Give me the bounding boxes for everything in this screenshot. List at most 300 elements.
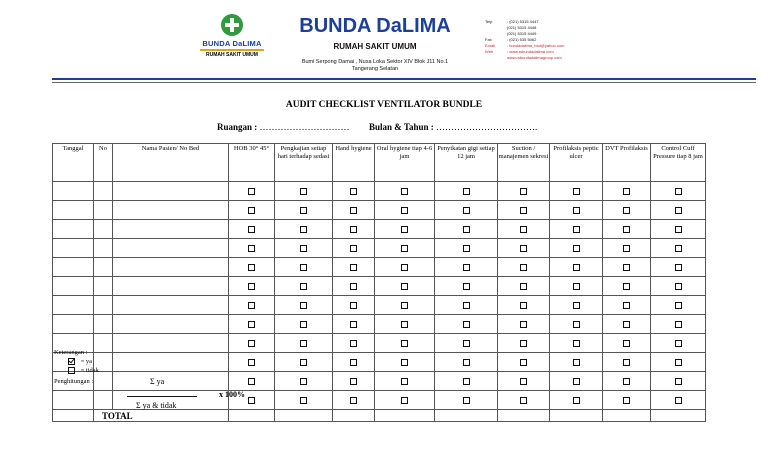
checkbox[interactable] — [300, 302, 307, 309]
formula-multiplier: x 100% — [219, 390, 245, 399]
table-cell — [550, 220, 603, 239]
checkbox[interactable] — [675, 359, 682, 366]
header-hand-hygiene: Hand hygiene — [333, 144, 375, 182]
cross-emblem-icon — [221, 14, 243, 36]
table-cell — [375, 315, 435, 334]
table-cell — [229, 372, 275, 391]
checkbox[interactable] — [675, 283, 682, 290]
table-cell — [550, 372, 603, 391]
checkbox[interactable] — [350, 321, 357, 328]
header-no: No — [94, 144, 113, 182]
table-cell — [498, 277, 550, 296]
checkbox[interactable] — [520, 302, 527, 309]
table-cell — [651, 353, 706, 372]
table-cell — [603, 334, 651, 353]
table-cell — [333, 334, 375, 353]
table-cell — [498, 296, 550, 315]
table-cell[interactable] — [113, 182, 229, 201]
table-cell[interactable] — [94, 182, 113, 201]
checkbox[interactable] — [520, 264, 527, 271]
header-pengkajian-sedasi: Pengkajian setiap hari terhadap sedasi — [275, 144, 333, 182]
table-cell[interactable] — [53, 296, 94, 315]
table-cell — [333, 201, 375, 220]
table-cell — [229, 220, 275, 239]
table-cell[interactable] — [94, 296, 113, 315]
table-cell — [603, 277, 651, 296]
checkbox[interactable] — [350, 264, 357, 271]
table-row — [53, 258, 706, 277]
table-cell — [651, 315, 706, 334]
ruangan-value: ………………………… — [259, 122, 350, 132]
legend-ya — [68, 358, 92, 365]
checkbox[interactable] — [350, 302, 357, 309]
total-cell[interactable] — [333, 410, 375, 422]
checkbox[interactable] — [675, 188, 682, 195]
checkbox[interactable] — [401, 226, 408, 233]
checkbox[interactable] — [675, 378, 682, 385]
checkbox[interactable] — [248, 264, 255, 271]
table-row — [53, 334, 706, 353]
ruangan-field — [217, 122, 350, 132]
table-cell[interactable] — [113, 296, 229, 315]
address-line-1: Bumi Serpong Damai , Nusa Loka Sektor XIV Blok J11 No.1 — [301, 59, 449, 65]
checkbox[interactable] — [573, 245, 580, 252]
checkbox[interactable] — [463, 302, 470, 309]
table-cell — [229, 353, 275, 372]
logo-subtitle: RUMAH SAKIT UMUM — [206, 52, 258, 58]
checkbox[interactable] — [623, 359, 630, 366]
table-cell[interactable] — [94, 391, 113, 410]
header-hob: HOB 30° 45° — [229, 144, 275, 182]
checkbox[interactable] — [350, 340, 357, 347]
table-cell — [229, 277, 275, 296]
table-cell — [333, 258, 375, 277]
hospital-name: BUNDA DaLIMA — [299, 15, 451, 37]
table-cell — [435, 201, 498, 220]
header-penyikatan-gigi: Penyikatan gigi setiap 12 jam — [435, 144, 498, 182]
checkbox[interactable] — [463, 245, 470, 252]
checkbox[interactable] — [463, 321, 470, 328]
checkbox[interactable] — [463, 283, 470, 290]
table-cell[interactable] — [94, 277, 113, 296]
table-cell[interactable] — [94, 334, 113, 353]
table-cell — [275, 201, 333, 220]
table-cell[interactable] — [53, 182, 94, 201]
checkbox[interactable] — [248, 397, 255, 404]
table-cell[interactable] — [53, 220, 94, 239]
table-cell — [603, 353, 651, 372]
legend-title: Keterangan : — [54, 349, 88, 356]
table-cell[interactable] — [53, 277, 94, 296]
table-cell — [275, 372, 333, 391]
checkbox[interactable] — [300, 321, 307, 328]
checkbox[interactable] — [401, 302, 408, 309]
table-cell — [375, 258, 435, 277]
checkbox[interactable] — [463, 226, 470, 233]
checkbox[interactable] — [300, 188, 307, 195]
formula-numerator: Σ ya — [150, 377, 165, 386]
table-cell — [275, 239, 333, 258]
table-cell[interactable] — [113, 315, 229, 334]
checkbox[interactable] — [675, 226, 682, 233]
checkbox[interactable] — [520, 245, 527, 252]
checkbox[interactable] — [300, 340, 307, 347]
table-cell — [375, 277, 435, 296]
formula-denominator: Σ ya & tidak — [136, 401, 177, 410]
table-cell[interactable] — [53, 391, 94, 410]
contact-row: Telp : (021) 5315 4447 — [485, 19, 539, 24]
checkbox[interactable] — [463, 378, 470, 385]
header-suction: Suction / manajemen sekresi — [498, 144, 550, 182]
table-cell — [498, 182, 550, 201]
checkbox[interactable] — [520, 397, 527, 404]
table-cell — [550, 182, 603, 201]
table-cell — [229, 182, 275, 201]
checkbox[interactable] — [675, 264, 682, 271]
table-cell — [333, 220, 375, 239]
checkbox[interactable] — [463, 359, 470, 366]
table-cell — [603, 258, 651, 277]
table-cell — [651, 182, 706, 201]
table-cell — [550, 296, 603, 315]
total-cell[interactable] — [651, 410, 706, 422]
table-cell — [603, 372, 651, 391]
checkbox[interactable] — [300, 283, 307, 290]
checkbox[interactable] — [623, 302, 630, 309]
checkbox[interactable] — [401, 321, 408, 328]
checkbox[interactable] — [623, 207, 630, 214]
checkbox[interactable] — [573, 359, 580, 366]
checkbox[interactable] — [573, 264, 580, 271]
table-cell[interactable] — [94, 315, 113, 334]
table-cell — [651, 220, 706, 239]
checkbox[interactable] — [520, 207, 527, 214]
table-cell — [229, 258, 275, 277]
table-cell — [53, 410, 94, 422]
table-row — [53, 201, 706, 220]
total-cell[interactable] — [435, 410, 498, 422]
checkbox[interactable] — [401, 397, 408, 404]
checkbox[interactable] — [300, 378, 307, 385]
table-cell — [229, 315, 275, 334]
table-cell — [651, 334, 706, 353]
table-cell — [333, 277, 375, 296]
table-cell — [375, 372, 435, 391]
table-cell — [275, 296, 333, 315]
checkbox[interactable] — [248, 226, 255, 233]
table-cell[interactable] — [113, 353, 229, 372]
checkbox[interactable] — [401, 340, 408, 347]
checkbox[interactable] — [520, 340, 527, 347]
table-cell — [498, 353, 550, 372]
table-cell — [603, 315, 651, 334]
legend-tidak — [68, 367, 99, 374]
total-cell[interactable] — [603, 410, 651, 422]
checkbox[interactable] — [401, 264, 408, 271]
table-cell — [275, 258, 333, 277]
contact-row: (021) 5315 4448 — [507, 25, 537, 30]
table-cell — [603, 201, 651, 220]
checkbox[interactable] — [573, 188, 580, 195]
table-cell[interactable] — [113, 277, 229, 296]
table-cell[interactable] — [94, 201, 113, 220]
table-cell — [498, 334, 550, 353]
checkbox[interactable] — [520, 321, 527, 328]
checkbox[interactable] — [520, 283, 527, 290]
header-profilaksis-peptic: Profilaksis peptic ulcer — [550, 144, 603, 182]
checkbox[interactable] — [248, 321, 255, 328]
table-cell — [498, 315, 550, 334]
checkbox[interactable] — [675, 340, 682, 347]
table-cell — [603, 296, 651, 315]
table-cell — [498, 391, 550, 410]
total-cell[interactable] — [375, 410, 435, 422]
table-row — [53, 315, 706, 334]
contact-row: www.rsbundadalimagroup.com — [507, 55, 562, 60]
checkbox[interactable] — [401, 283, 408, 290]
table-cell — [651, 391, 706, 410]
checkbox[interactable] — [573, 283, 580, 290]
checkbox[interactable] — [401, 245, 408, 252]
checkbox[interactable] — [350, 226, 357, 233]
table-cell[interactable] — [94, 372, 113, 391]
checkbox[interactable] — [520, 226, 527, 233]
table-cell — [550, 353, 603, 372]
table-cell — [333, 315, 375, 334]
table-cell[interactable] — [113, 239, 229, 258]
table-cell — [275, 277, 333, 296]
checkbox[interactable] — [573, 302, 580, 309]
table-cell — [498, 239, 550, 258]
table-cell — [435, 277, 498, 296]
table-cell[interactable] — [113, 220, 229, 239]
table-cell — [651, 239, 706, 258]
table-cell — [498, 220, 550, 239]
checkbox[interactable] — [463, 188, 470, 195]
table-row — [53, 296, 706, 315]
table-cell — [275, 220, 333, 239]
checkbox[interactable] — [248, 207, 255, 214]
table-row — [53, 182, 706, 201]
table-header-row — [53, 144, 706, 182]
checkbox[interactable] — [573, 378, 580, 385]
table-cell — [435, 258, 498, 277]
table-cell — [435, 334, 498, 353]
checked-box-icon — [68, 358, 75, 365]
formula-fraction-line — [127, 396, 197, 397]
checkbox[interactable] — [675, 321, 682, 328]
table-row — [53, 353, 706, 372]
table-cell — [275, 315, 333, 334]
checkbox[interactable] — [573, 226, 580, 233]
total-cell[interactable] — [275, 410, 333, 422]
checkbox[interactable] — [573, 397, 580, 404]
table-cell — [375, 334, 435, 353]
checkbox[interactable] — [520, 359, 527, 366]
checkbox[interactable] — [520, 188, 527, 195]
checkbox[interactable] — [463, 264, 470, 271]
table-cell — [603, 239, 651, 258]
checkbox[interactable] — [248, 302, 255, 309]
header-tanggal: Tanggal — [53, 144, 94, 182]
table-cell — [333, 239, 375, 258]
checkbox[interactable] — [463, 340, 470, 347]
checkbox[interactable] — [401, 188, 408, 195]
table-cell — [333, 391, 375, 410]
table-cell — [550, 277, 603, 296]
table-cell[interactable] — [113, 372, 229, 391]
checkbox[interactable] — [350, 283, 357, 290]
table-cell — [651, 372, 706, 391]
table-cell — [435, 296, 498, 315]
checkbox[interactable] — [300, 207, 307, 214]
checkbox[interactable] — [401, 359, 408, 366]
checkbox[interactable] — [675, 302, 682, 309]
table-cell[interactable] — [113, 201, 229, 220]
table-cell — [229, 334, 275, 353]
checkbox[interactable] — [300, 397, 307, 404]
header-oral-hygiene: Oral hygiene tiap 4-6 jam — [375, 144, 435, 182]
table-cell — [333, 372, 375, 391]
table-cell — [498, 372, 550, 391]
checkbox[interactable] — [675, 207, 682, 214]
checkbox[interactable] — [623, 188, 630, 195]
logo-name: BUNDA DaLIMA — [202, 39, 262, 48]
checkbox[interactable] — [573, 340, 580, 347]
table-cell — [435, 391, 498, 410]
contact-row: Email : bundadalima_bsd@yahoo.com — [485, 43, 565, 48]
checkbox[interactable] — [623, 264, 630, 271]
table-cell — [333, 182, 375, 201]
table-cell — [229, 239, 275, 258]
hospital-address — [284, 59, 466, 73]
table-cell — [275, 182, 333, 201]
checkbox[interactable] — [401, 207, 408, 214]
checkbox[interactable] — [463, 397, 470, 404]
checkbox[interactable] — [350, 378, 357, 385]
checkbox[interactable] — [623, 283, 630, 290]
contact-block — [485, 19, 575, 61]
contact-row: (021) 5315 4449 — [507, 31, 537, 36]
contact-row: Fax : (021) 535 5062 — [485, 37, 537, 42]
table-cell[interactable] — [53, 258, 94, 277]
table-cell — [435, 182, 498, 201]
header-nama-pasien: Nama Pasien/ No Bed — [113, 144, 229, 182]
checkbox[interactable] — [300, 264, 307, 271]
checkbox[interactable] — [248, 188, 255, 195]
address-line-2: Tangerang Selatan — [351, 66, 399, 72]
table-cell[interactable] — [94, 220, 113, 239]
table-cell — [498, 201, 550, 220]
total-cell[interactable] — [229, 410, 275, 422]
checkbox[interactable] — [350, 245, 357, 252]
table-row — [53, 220, 706, 239]
table-cell — [435, 372, 498, 391]
empty-box-icon — [68, 367, 75, 374]
table-cell — [375, 239, 435, 258]
total-cell[interactable] — [498, 410, 550, 422]
header-dvt: DVT Profilaksis — [603, 144, 651, 182]
checkbox[interactable] — [248, 378, 255, 385]
checkbox[interactable] — [520, 378, 527, 385]
table-cell — [333, 353, 375, 372]
table-cell — [375, 220, 435, 239]
table-cell — [275, 334, 333, 353]
table-cell — [229, 201, 275, 220]
letterhead-rule-thin — [52, 82, 756, 83]
checkbox[interactable] — [350, 359, 357, 366]
checkbox[interactable] — [573, 321, 580, 328]
hospital-logo — [196, 14, 268, 58]
table-cell — [603, 391, 651, 410]
checkbox[interactable] — [623, 340, 630, 347]
total-label: TOTAL — [94, 410, 229, 422]
checkbox[interactable] — [463, 207, 470, 214]
table-cell — [375, 296, 435, 315]
table-cell[interactable] — [94, 258, 113, 277]
table-cell — [435, 220, 498, 239]
checkbox[interactable] — [623, 397, 630, 404]
letterhead-rule — [52, 78, 756, 80]
checkbox[interactable] — [248, 340, 255, 347]
checkbox[interactable] — [248, 245, 255, 252]
checkbox[interactable] — [401, 378, 408, 385]
checkbox[interactable] — [623, 321, 630, 328]
table-row — [53, 239, 706, 258]
checkbox[interactable] — [350, 397, 357, 404]
table-cell — [651, 258, 706, 277]
legend-tidak-text: = tidak — [80, 367, 99, 374]
table-cell — [498, 258, 550, 277]
table-cell — [603, 220, 651, 239]
table-cell[interactable] — [53, 201, 94, 220]
table-cell[interactable] — [53, 315, 94, 334]
header-cuff-pressure: Control Cuff Pressure tiap 8 jam — [651, 144, 706, 182]
table-cell[interactable] — [53, 239, 94, 258]
checkbox[interactable] — [623, 226, 630, 233]
bulan-field — [369, 122, 537, 132]
legend-ya-text: = ya — [80, 358, 93, 365]
table-cell — [550, 391, 603, 410]
logo-bar — [200, 49, 264, 51]
bulan-value: ……………………………. — [436, 122, 538, 132]
table-cell[interactable] — [94, 239, 113, 258]
checkbox[interactable] — [675, 245, 682, 252]
total-row — [53, 410, 706, 422]
checkbox[interactable] — [300, 359, 307, 366]
checkbox[interactable] — [573, 207, 580, 214]
checkbox[interactable] — [248, 359, 255, 366]
document-title: AUDIT CHECKLIST VENTILATOR BUNDLE — [285, 100, 483, 110]
bulan-label: Bulan & Tahun : — [369, 122, 434, 132]
ruangan-label: Ruangan : — [217, 122, 258, 132]
total-cell[interactable] — [550, 410, 603, 422]
checkbox[interactable] — [350, 188, 357, 195]
table-cell — [603, 182, 651, 201]
checkbox[interactable] — [623, 378, 630, 385]
checkbox[interactable] — [623, 245, 630, 252]
checkbox[interactable] — [350, 207, 357, 214]
checkbox[interactable] — [675, 397, 682, 404]
checkbox[interactable] — [300, 226, 307, 233]
table-cell — [651, 296, 706, 315]
hospital-subtitle: RUMAH SAKIT UMUM — [333, 42, 417, 51]
checkbox[interactable] — [300, 245, 307, 252]
table-cell[interactable] — [113, 258, 229, 277]
table-cell — [333, 296, 375, 315]
checkbox[interactable] — [248, 283, 255, 290]
table-cell[interactable] — [113, 334, 229, 353]
